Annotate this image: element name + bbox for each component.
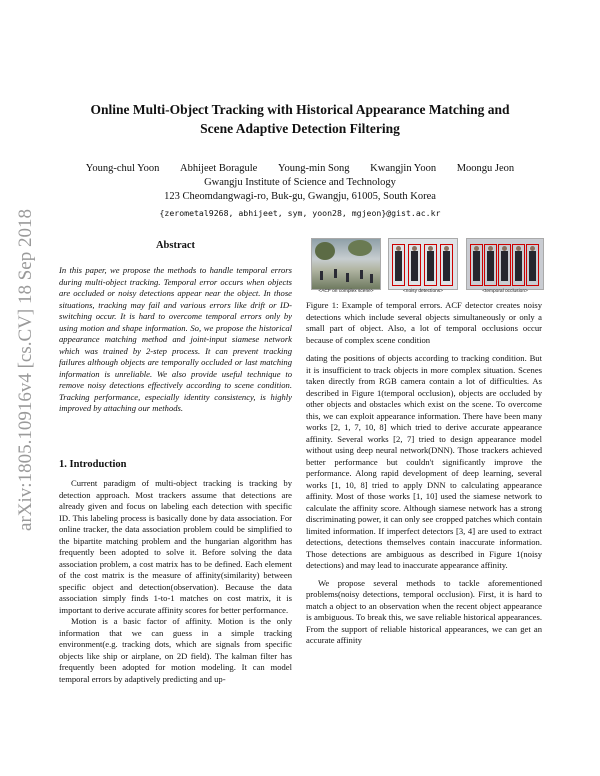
- pedestrian-shape: [320, 271, 323, 280]
- figure-panel-temporal-occlusion: [466, 238, 544, 290]
- detection-crop: [526, 244, 539, 286]
- abstract-heading: Abstract: [155, 240, 196, 251]
- title-line-2: Scene Adaptive Detection Filtering: [200, 121, 400, 136]
- author-name: Young-chul Yoon: [85, 163, 160, 174]
- paper-title: [60, 100, 540, 138]
- author-name: Moongu Jeon: [456, 163, 515, 174]
- author-emails: {zerometal9268, abhijeet, sym, yoon28, mgjeon}@gist.ac.kr: [159, 208, 441, 218]
- pedestrian-shape: [346, 273, 349, 282]
- figure-panel-noisy-detections: [388, 238, 458, 290]
- author-name: Kwangjin Yoon: [370, 163, 437, 174]
- detection-crop: [512, 244, 525, 286]
- figure-panel-acf-scene: [311, 238, 381, 290]
- intro-paragraph: Current paradigm of multi-object tracking is tracking by detection approach. Most trackers assume that detections are already given and focus on labeling each detection with specific ID. This labeling process is basically done by data association. For online tracker, the data association problem could be simplified to the bipartite matching problem and the hungarian algorithm has frequently been adopted to solve it. Before solving the data association problem, a cost matrix has to be defined. Each element of the cost matrix is the measure of affinity(similarity) between specific object and detection(observation). Because the data association simply finds 1-to-1 matches on cost matrix, it is important to derive accurate affinity scores for better performance.: [59, 478, 292, 615]
- introduction-body: [59, 478, 292, 685]
- pedestrian-shape: [370, 274, 373, 283]
- figure-label: <noisy detections>: [402, 289, 443, 294]
- detection-crop: [440, 244, 453, 286]
- author-block: [60, 162, 540, 220]
- affiliation: Gwangju Institute of Science and Technology: [204, 177, 396, 188]
- detection-crop: [424, 244, 437, 286]
- detection-crop: [408, 244, 421, 286]
- detection-crop: [392, 244, 405, 286]
- figure-label: <temporal occlusion>: [482, 289, 528, 294]
- detection-crop: [470, 244, 483, 286]
- tree-shape: [348, 240, 372, 256]
- figure-1: [311, 238, 543, 296]
- body-paragraph: We propose several methods to tackle aforementioned problems(noisy detections, temporal occlusion). First, it is hard to match a object to an observation when the recent object appearance is ambiguous. To break this, we save reliable historical appearances. From the support of reliable historical appearances, we can get an accurate affinity: [306, 577, 542, 645]
- arxiv-identifier: arXiv:1805.10916v4 [cs.CV] 18 Sep 2018: [15, 209, 36, 531]
- detection-crop: [498, 244, 511, 286]
- author-name: Young-min Song: [277, 163, 350, 174]
- address: 123 Cheomdangwagi-ro, Buk-gu, Gwangju, 61005, South Korea: [164, 191, 436, 202]
- intro-paragraph: Motion is a basic factor of affinity. Motion is the only information that we can guess in a simple tracking environment(e.g. tracking dots, which are signals from specific objects like ship or airplane, on 2D field). The kalman filter has frequently been adopted for motion modeling. It can model temporal errors by adaptively predicting and up-: [59, 616, 292, 684]
- right-column-body: [306, 353, 542, 647]
- figure-label: <ACF on complex scene>: [318, 289, 374, 294]
- detection-crop: [484, 244, 497, 286]
- author-name: Abhijeet Boragule: [180, 163, 258, 174]
- body-paragraph: dating the positions of objects according to tracking condition. But it is insufficient to track objects in more complex situation. Scenes taken directly from RGB camera contain a lot of difficulties. As described in Figure 1(temporal occlusion), objects are occluded by other objects and obstacles which exist on the scene. To overcome this, we can exploit appearance information. There have been many works [2, 1, 7, 10, 8] which tried to derive accurate appearance affinity. Several works [2, 7] tried to design appearance model without using deep neural network(DNN). Those trackers achieved better performance but couldn't significantly improve the performance. Along rapid development of deep learning, several works [1, 10, 8] tried to apply DNN to calculating appearance affinity. Most of those works [1, 10] used the siamese network to calculate the affinity score. Although siamese network has a strong discriminating power, it can only see cropped patches which contain limited information. If imperfect detectors [3, 4] are used to extract detections, detections themselves contain inaccurate information. Those detections are ambiguous as described in Figure 1(noisy detections) and may lead to inaccurate appearance affinity.: [306, 353, 542, 570]
- abstract-text: In this paper, we propose the methods to handle temporal errors during multi-object tracking. Temporal error occurs when objects are occluded or noisy detections appear near the object. In those situations, tracking may fail and various errors like drift or ID-switching occur. It is hard to overcome temporal errors only by using motion and shape information. So, we propose the historical appearance matching method and joint-input siamese network which was trained by 2-step process. It can prevent tracking failures although objects are temporally occluded or last matching information is unreliable. We also provide useful technique to remove noisy detections effectively according to scene condition. Tracking performance, especially identity consistency, is highly improved by attaching our methods.: [59, 265, 292, 413]
- section-heading-introduction: 1. Introduction: [59, 459, 127, 470]
- arxiv-sidebar: [10, 195, 42, 545]
- figure-caption: Figure 1: Example of temporal errors. ACF detector creates noisy detections which include several objects simultaneously or only a small part of object. Also, a lot of temporal occlusions occur because of complex scene condition: [306, 300, 542, 345]
- author-names: [60, 162, 540, 176]
- tree-shape: [315, 242, 335, 260]
- pedestrian-shape: [360, 270, 363, 279]
- title-line-1: Online Multi-Object Tracking with Historical Appearance Matching and: [90, 102, 510, 117]
- pedestrian-shape: [334, 269, 337, 278]
